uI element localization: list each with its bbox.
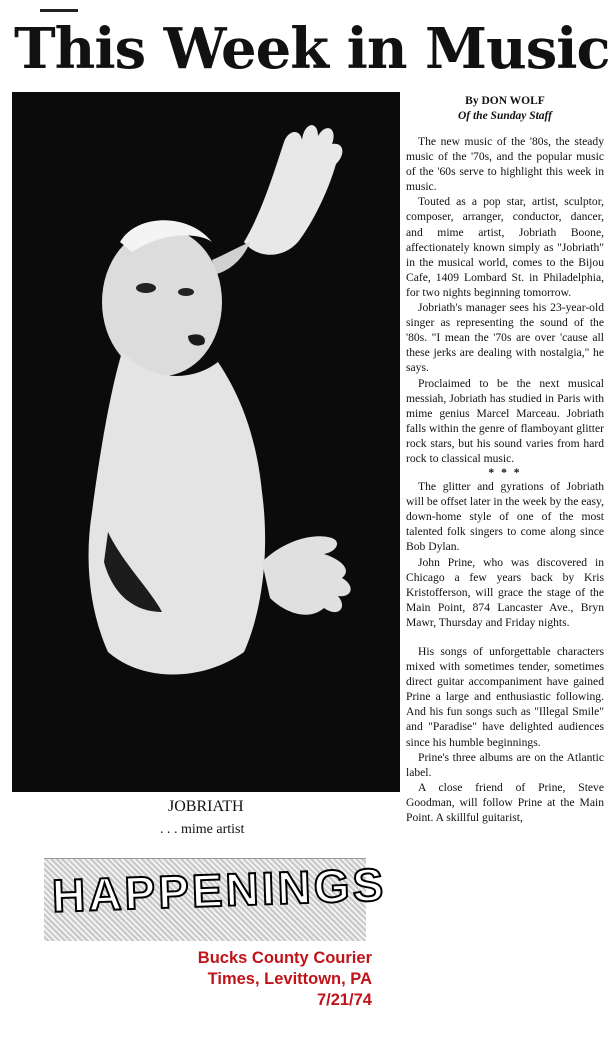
source-line-2: Times, Levittown, PA [207, 970, 372, 988]
article-column [406, 94, 604, 825]
article-paragraph: The new music of the '80s, the steady music of the '70s, and the popular music of the '60s serve to highlight this week in music. [406, 135, 604, 194]
source-credit [152, 948, 372, 1011]
source-line-3: 7/21/74 [316, 991, 372, 1009]
article-paragraph: Jobriath's manager sees his 23-year-old singer as representing the sound of the '80s. "I mean the '70s are over 'cause all these jerks are dealing with nostalgia," he says. [406, 301, 604, 375]
article-paragraph: The glitter and gyrations of Jobriath will be offset later in the week by the easy, down-home style of one of the most talented folk singers to come along since Bob Dylan. [406, 480, 604, 554]
jobriath-photo [12, 92, 400, 792]
article-paragraph: His songs of unforgettable characters mixed with sometimes tender, sometimes direct guitar accompaniment have gained Prine a large and enthusiastic following. And his fun songs such as "Illegal Smile" and "Paradise" have delighted audiences since his humble beginnings. [406, 645, 604, 749]
article-paragraph: Prine's three albums are on the Atlantic label. [406, 750, 604, 779]
happenings-logo-text: HAPPENINGS [51, 858, 387, 922]
source-line-1: Bucks County Courier [197, 949, 372, 967]
article-paragraph: A close friend of Prine, Steve Goodman, will follow Prine at the Main Point. A skillful guitarist, [406, 780, 604, 825]
top-rule [40, 9, 78, 12]
article-paragraph: John Prine, who was discovered in Chicago a few years back by Kris Kristofferson, will grace the stage of the Main Point, 874 Lancaster Ave., Bryn Mawr, Thursday and Friday nights. [406, 555, 604, 629]
page-headline: This Week in Music [14, 16, 610, 82]
article-paragraph: Touted as a pop star, artist, sculptor, composer, arranger, conductor, dancer, and mime artist, Jobriath Boone, affectionately known simply as "Jobriath" in the musical world, comes to the Bijou Cafe, 1409 Lombard St. in Philadelphia, for two nights beginning tomorrow. [406, 195, 604, 299]
byline-staff: Of the Sunday Staff [457, 110, 553, 122]
paragraph-spacer [406, 630, 604, 644]
section-separator: * * * [488, 466, 522, 480]
photo-caption-name: JOBRIATH [168, 798, 244, 815]
byline: By DON WOLF [465, 95, 545, 107]
article-paragraph: Proclaimed to be the next musical messiah, Jobriath has studied in Paris with mime genius Marcel Marceau. Jobriath falls within the genre of flamboyant glitter rock stars, but his sound varies from hard rock to classical music. [406, 376, 604, 465]
performer-illustration [12, 92, 400, 792]
happenings-logo [44, 858, 387, 941]
photo-caption-role: . . . mime artist [160, 822, 245, 837]
